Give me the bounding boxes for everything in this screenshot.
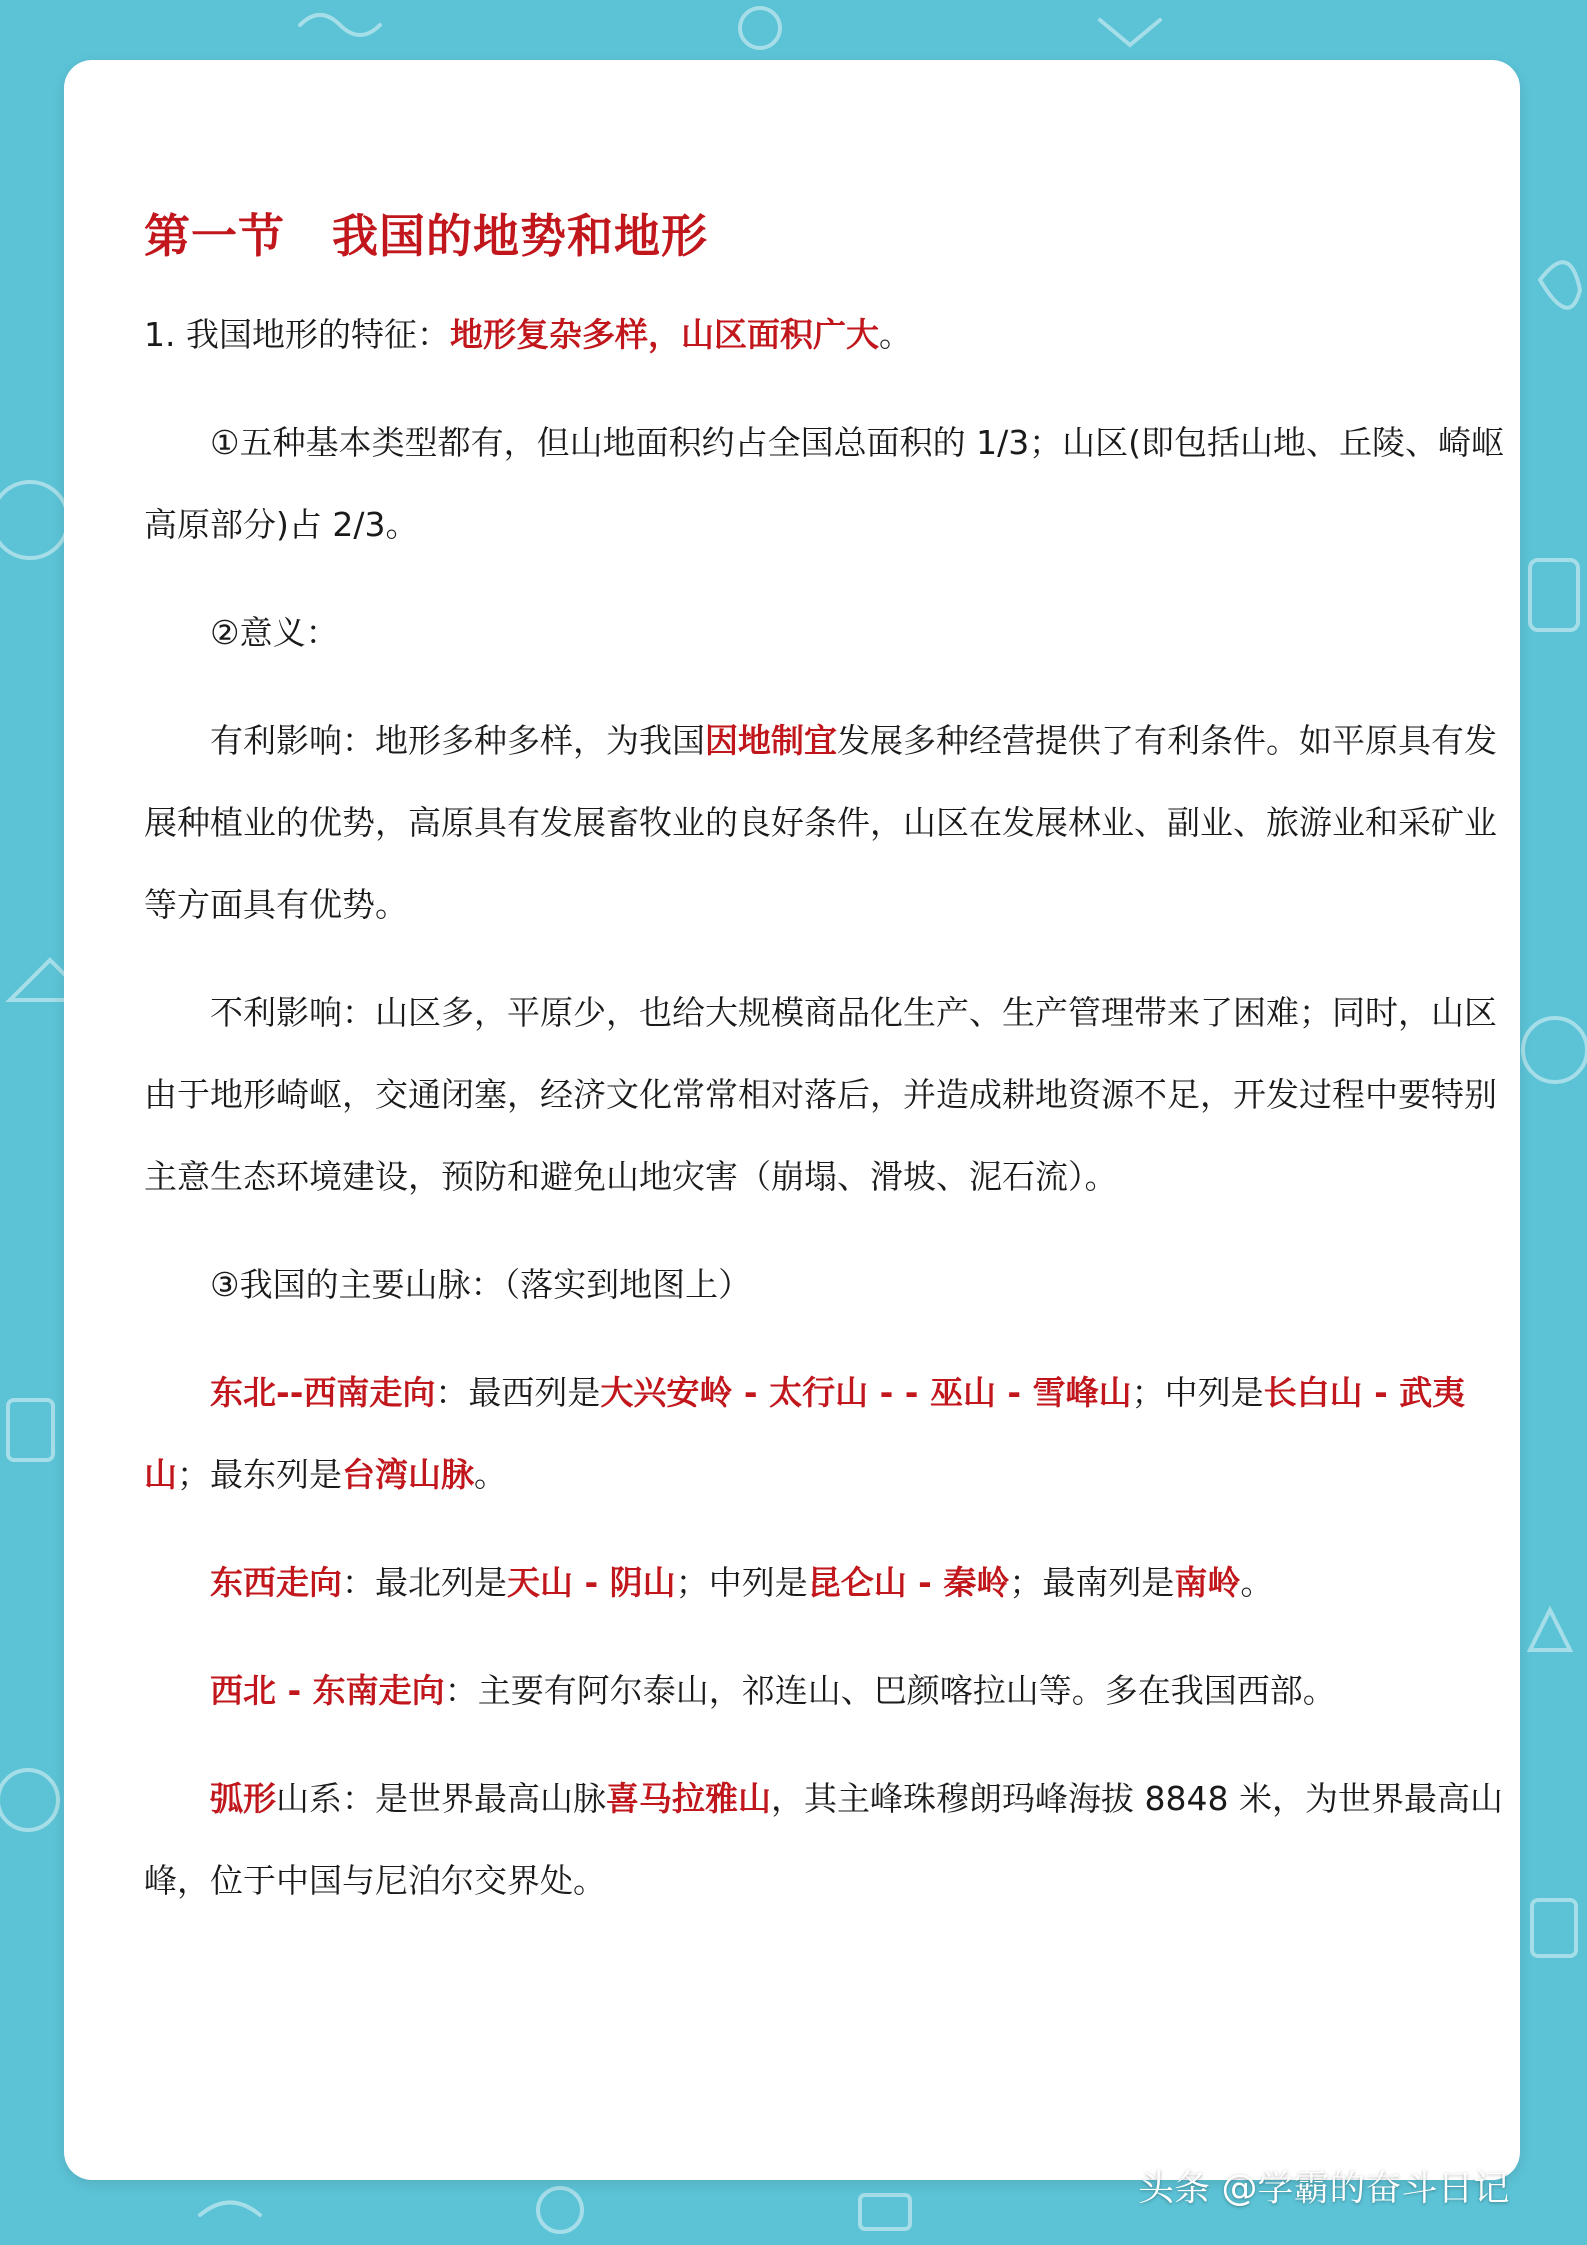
content-card <box>64 60 1520 2180</box>
paragraph-types: ①五种基本类型都有，但山地面积约占全国总面积的 1/3；山区(即包括山地、丘陵、崎岖高原部分)占 2/3。 <box>144 423 1505 544</box>
paragraph-feature: 1. 我国地形的特征：地形复杂多样，山区面积广大。 <box>144 315 912 354</box>
watermark: 头条 @学霸的奋斗日记 <box>1138 2168 1510 2209</box>
document-body <box>144 200 1514 1948</box>
paragraph-positive-impact: 有利影响：地形多种多样，为我国因地制宜发展多种经营提供了有利条件。如平原具有发展种植业的优势，高原具有发展畜牧业的良好条件，山区在发展林业、副业、旅游业和采矿业等方面具有优势。 <box>144 721 1497 924</box>
paragraph-ne-sw-ranges: 东北--西南走向：最西列是大兴安岭 - 太行山 - - 巫山 - 雪峰山；中列是长白山 - 武夷山；最东列是台湾山脉。 <box>144 1373 1466 1494</box>
section-title: 第一节 我国的地势和地形 <box>144 209 708 263</box>
paragraph-nw-se-ranges: 西北 - 东南走向：主要有阿尔泰山，祁连山、巴颜喀拉山等。多在我国西部。 <box>210 1671 1336 1710</box>
paragraph-significance: ②意义： <box>210 613 339 652</box>
paragraph-east-west-ranges: 东西走向：最北列是天山 - 阴山；中列是昆仑山 - 秦岭；最南列是南岭。 <box>210 1563 1274 1602</box>
paragraph-negative-impact: 不利影响：山区多，平原少，也给大规模商品化生产、生产管理带来了困难；同时，山区由于地形崎岖，交通闭塞，经济文化常常相对落后，并造成耕地资源不足，开发过程中要特别主意生态环境建设，预防和避免山地灾害（崩塌、滑坡、泥石流）。 <box>144 993 1497 1196</box>
paragraph-arc-ranges: 弧形山系：是世界最高山脉喜马拉雅山，其主峰珠穆朗玛峰海拔 8848 米，为世界最高山峰，位于中国与尼泊尔交界处。 <box>144 1779 1503 1900</box>
paragraph-mountains-intro: ③我国的主要山脉：（落实到地图上） <box>210 1265 752 1304</box>
